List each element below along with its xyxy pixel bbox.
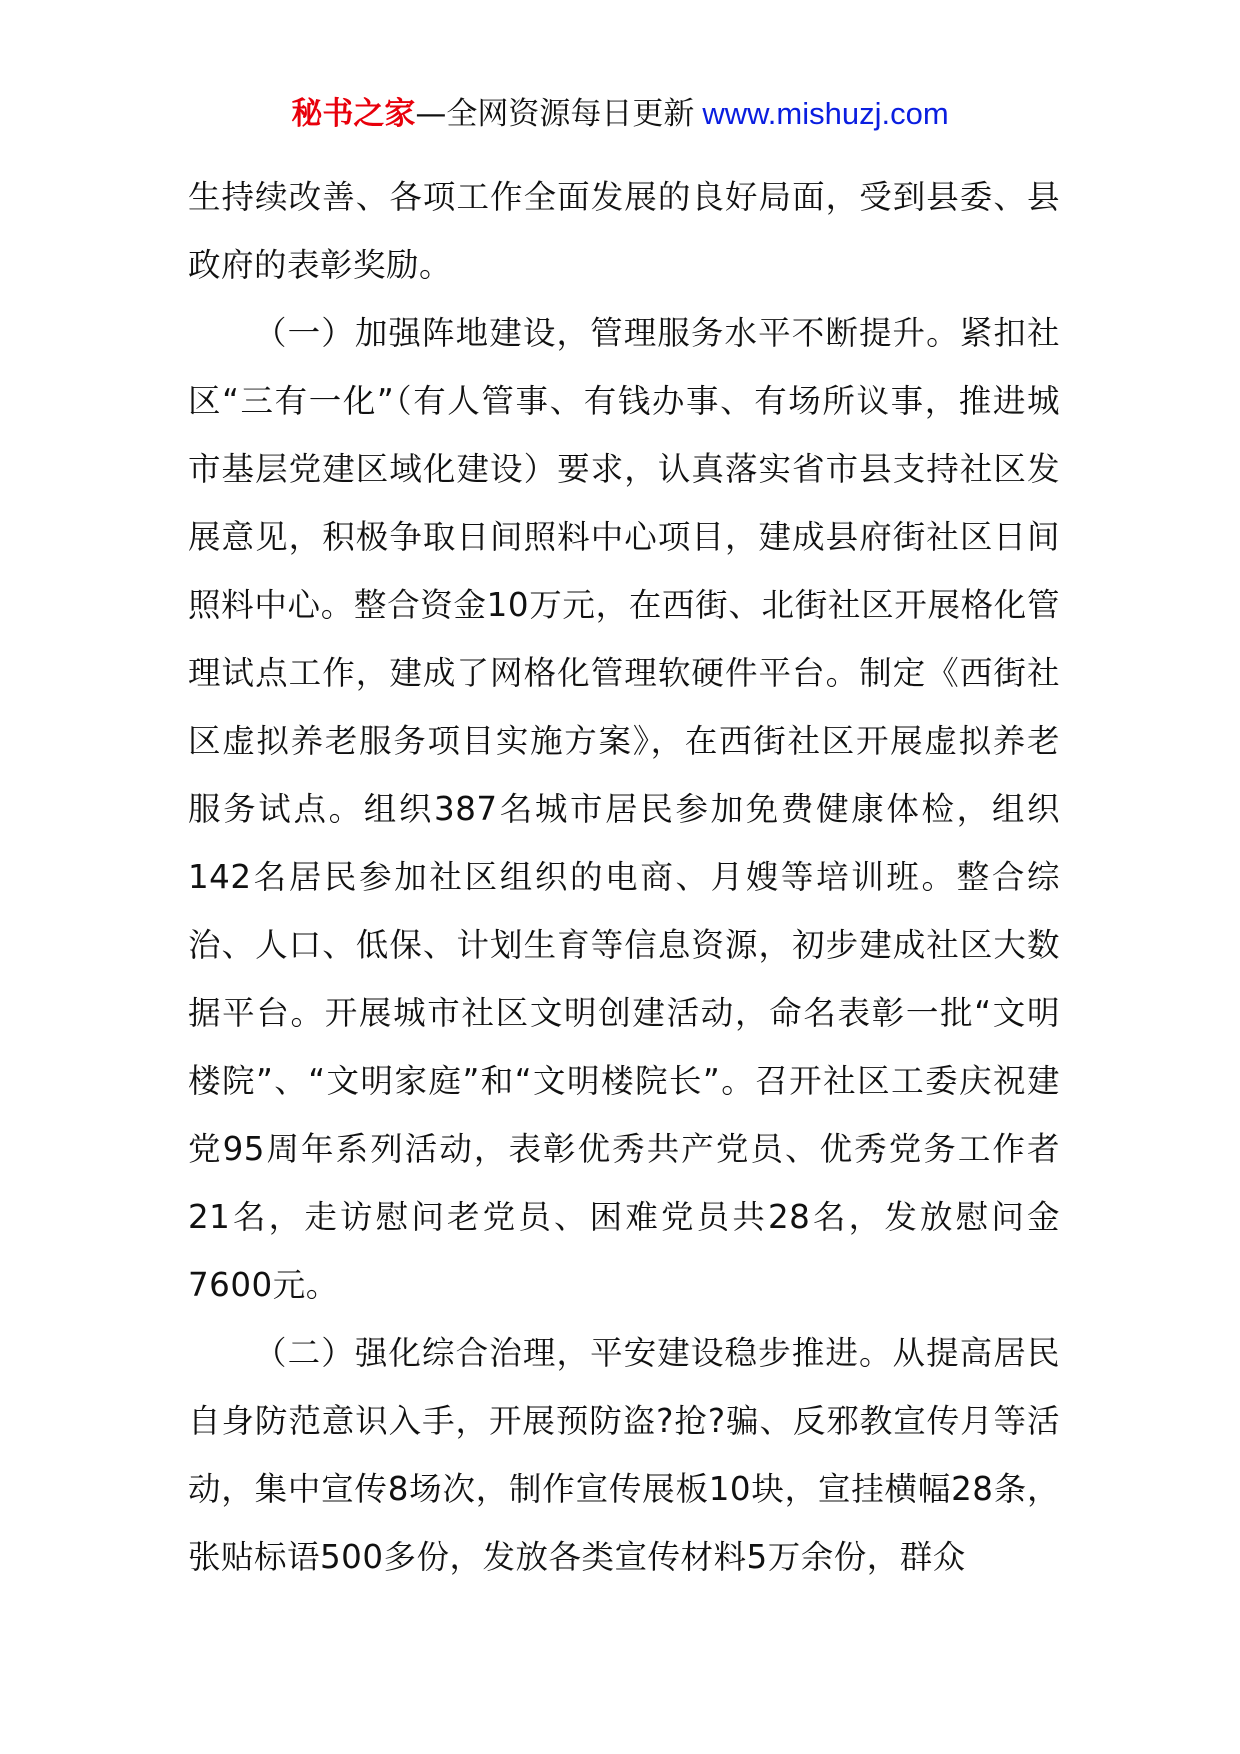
header-tagline: —全网资源每日更新: [415, 96, 695, 132]
paragraph-section-two: （二）强化综合治理，平安建设稳步推进。从提高居民自身防范意识入手，开展预防盗?抢?骗、反邪教宣传月等活动，集中宣传8场次，制作宣传展板10块，宣挂横幅28条，张贴标语500多份，发放各类宣传材料5万余份，群众: [188, 1334, 1060, 1576]
site-url-link[interactable]: www.mishuzj.com: [702, 96, 949, 131]
paragraph-section-one: （一）加强阵地建设，管理服务水平不断提升。紧扣社区“三有一化”（有人管事、有钱办事、有场所议事，推进城市基层党建区域化建设）要求，认真落实省市县支持社区发展意见，积极争取日间照料中心项目，建成县府街社区日间照料中心。整合资金10万元，在西街、北街社区开展格化管理试点工作，建成了网格化管理软硬件平台。制定《西街社区虚拟养老服务项目实施方案》，在西街社区开展虚拟养老服务试点。组织387名城市居民参加免费健康体检，组织142名居民参加社区组织的电商、月嫂等培训班。整合综治、人口、低保、计划生育等信息资源，初步建成社区大数据平台。开展城市社区文明创建活动，命名表彰一批“文明楼院”、“文明家庭”和“文明楼院长”。召开社区工委庆祝建党95周年系列活动，表彰优秀共产党员、优秀党务工作者21名，走访慰问老党员、困难党员共28名，发放慰问金7600元。: [188, 314, 1060, 1304]
paragraph-continuation: 生持续改善、各项工作全面发展的良好局面，受到县委、县政府的表彰奖励。: [188, 178, 1060, 284]
site-header: [0, 92, 1240, 136]
brand-name: 秘书之家: [291, 96, 416, 132]
document-body: [188, 163, 1060, 1591]
